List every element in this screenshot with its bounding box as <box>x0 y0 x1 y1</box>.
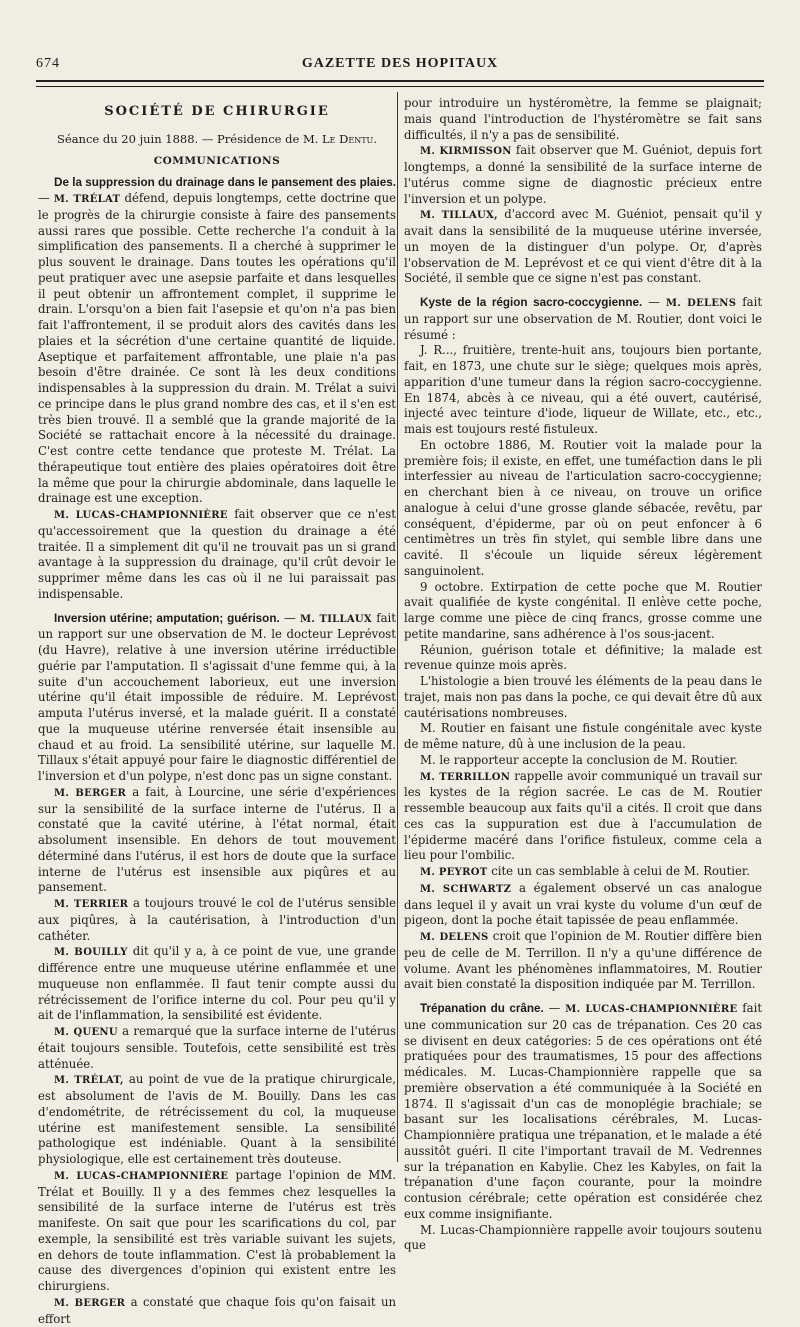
paragraph-text: M. Lucas-Championnière rappelle avoir toujours soutenu que <box>404 1222 762 1253</box>
paragraph <box>404 864 762 881</box>
right-column <box>404 96 763 1253</box>
paragraph <box>404 580 762 643</box>
speaker-name: M. LUCAS-CHAMPIONNIÈRE <box>54 510 228 521</box>
paragraph-text: M. Routier en faisant une fistule congénitale avec kyste de même nature, dû à une inclusion de la peau. <box>404 721 762 751</box>
paragraph-text: En octobre 1886, M. Routier voit la malade pour la première fois; il existe, en effet, une tuméfaction dans le pli interfessier au niveau de l'articulation sacro-coccygienne; en cherchant bien à ce niveau, on trouve un orifice analogue à celui d'une grosse glande sébacée, revêtu, par conséquent, d'épiderme, par où on peut enfoncer à 6 centimètres un très fin stylet, qui semble libre dans une cavité. Il s'écoule un liquide séreux légèrement sanguinolent. <box>404 437 762 578</box>
speaker-name: M. TRÉLAT <box>53 194 121 205</box>
paragraph <box>404 674 762 721</box>
paragraph-text: L'histologie a bien trouvé les éléments de la peau dans le trajet, mais non pas dans la poche, ce qui devait être dû aux cautérisations nombreuses. <box>404 674 762 720</box>
paragraph <box>38 785 396 896</box>
communications-heading: COMMUNICATIONS <box>153 154 281 167</box>
speaker-name: M. QUENU <box>54 1027 118 1038</box>
paragraph <box>38 1168 396 1295</box>
paragraph-text: fait observer que ce n'est qu'accessoirement que la question du drainage a été traitée. Il a simplement dit qu'il ne trouvait pas un si grand avantage à la suppression du drainage, qu'il crût devoir le supprimer même dans les cas où il ne lui paraissait pas indispensable. <box>38 507 396 601</box>
page-number: 674 <box>36 56 60 71</box>
paragraph-text: au point de vue de la pratique chirurgicale, est absolument de l'avis de M. Bouilly. Dans les cas d'endométrite, de rétrécissement du col, la muqueuse utérine est manifestement sensible. La sensibilité pathologique est indéniable. Quant à la sensibilité physiologique, elle est certainement très douteuse. <box>38 1072 396 1166</box>
speaker-name: M. BERGER <box>54 787 127 799</box>
paragraph-text: fait un rapport sur une observation de M. Routier, dont voici le résumé : <box>404 295 763 342</box>
president-name: Le Dentu <box>322 131 374 146</box>
speaker-name: M. TILLAUX, <box>420 210 498 222</box>
speaker-name: M. DELENS <box>665 298 737 309</box>
seance-text: Séance du 20 juin 1888. — Présidence de M. <box>57 131 323 146</box>
paragraph <box>404 438 762 580</box>
paragraph-text: dit qu'il y a, à ce point de vue, une grande différence entre une muqueuse utérine enflammée et une muqueuse non enflammée. Il faut tenir compte aussi du rétrécissement de l'orifice interne du col. Pour peu qu'il y ait de l'inflammation, la sensibilité est évidente. <box>38 944 397 1023</box>
paragraph-text: Réunion, guérison totale et définitive; la malade est revenue quinze mois après. <box>404 642 762 673</box>
paragraph <box>38 1024 396 1072</box>
journal-title: GAZETTE DES HOPITAUX <box>301 56 499 71</box>
paragraph <box>404 343 762 438</box>
paragraph-text: partage l'opinion de MM. Trélat et Bouilly. Il y a des femmes chez lesquelles la sensibilité de la surface interne de l'utérus est très manifeste. On sait que pour les scarifications du col, par exemple, la sensibilité est très variable suivant les sujets, en dehors de toute inflammation. C'est là probablement la cause des divergences d'opinion qui existent entre les chirurgiens. <box>38 1167 397 1293</box>
speaker-name: M. DELENS <box>420 932 489 943</box>
society-heading: SOCIÉTÉ DE CHIRURGIE <box>104 104 330 119</box>
section-drainage: De la suppression du drainage dans le pansement des plaies. — M. TRÉLAT défend, depuis longtemps, cette doctrine que le progrès de la chirurgie consiste à faire des pansements aussi rares que possible. Cette recherche l'a conduit à la simplification des pansements. Il a cherché à supprimer le plus souvent le drainage. Dans toutes les opérations qu'il peut pratiquer avec une asepsie parfaite et dans lesquelles il peut obtenir un affrontement complet, il supprime le drain. L'orsqu'on a bien fait l'asepsie et qu'on n'a pas bien fait l'affrontement, il se produit alors des cavités dans les plaies et la sécrétion d'une certaine quantité de liquide. Aseptique et parfaitement affrontable, une plaie n'a pas besoin d'être drainée. Ce sont là les deux conditions indispensables à la suppression du drain. M. Trélat a suivi ce principe dans le plus grand nombre des cas, et il s'en est très bien trouvé. Il a semblé que la grande majorité de la Société se rattachait encore à la nécessité du drainage. C'est contre cette tendance que proteste M. Trélat. La thérapeutique tout entière des plaies opératoires doit être la même que pour la chirurgie abdominale, dans laquelle le drainage est une exception. <box>38 176 397 506</box>
paragraph <box>404 929 762 993</box>
section-title: Kyste de la région sacro-coccygienne. <box>420 296 643 309</box>
paragraph <box>404 881 762 929</box>
paragraph-text: J. R..., fruitière, trente-huit ans, toujours bien portante, fait, en 1873, une chute sur le siège; quelques mois après, apparition d'une tumeur dans la région sacro-coccygienne. En 1874, abcès à ce niveau, qui a été ouvert, cautérisé, injecté avec teinture d'iode, liqueur de Willate, etc., etc., mais est toujours resté fistuleux. <box>404 343 762 436</box>
speaker-name: M. TERRILLON <box>420 771 511 783</box>
section-title: Inversion utérine; amputation; guérison. <box>54 611 280 625</box>
paragraph <box>38 507 396 603</box>
left-column <box>38 96 397 1326</box>
paragraph <box>404 769 762 865</box>
paragraph <box>404 1223 762 1255</box>
paragraph <box>404 207 762 287</box>
page-header <box>36 56 764 74</box>
paragraph-text: fait un rapport sur une observation de M. le docteur Leprévost (du Havre), relative à une inversion utérine irréductible guérie par l'amputation. Il s'agissait d'une femme qui, à la suite d'un accouchement laborieux, eut une inversion utérine qu'il était impossible de réduire. M. Leprévost amputa l'utérus inversé, et la malade guérit. Il a constaté que la muqueuse utérine renversée était insensible au chaud et au froid. La sensibilité utérine, sur laquelle M. Tillaux s'était appuyé pour faire le diagnostic différentiel de l'inversion et d'un polype, n'est donc pas un signe constant. <box>38 610 396 783</box>
speaker-name: M. TERRIER <box>54 899 129 910</box>
speaker-name: M. TRÉLAT, <box>54 1075 124 1087</box>
paragraph <box>38 944 396 1024</box>
paragraph-text: 9 octobre. Extirpation de cette poche que M. Routier avait qualifiée de kyste congénital. Il enlève cette poche, large comme une pièce de cinq francs, grosse comme une petite mandarine, sans adhérence à l'os sous-jacent. <box>404 579 762 641</box>
paragraph-text: M. le rapporteur accepte la conclusion de M. Routier. <box>420 752 738 767</box>
speaker-name: M. KIRMISSON <box>420 146 512 158</box>
seance-end: . <box>373 131 377 146</box>
paragraph-text: fait une communication sur 20 cas de trépanation. Ces 20 cas se divisent en deux catégories: 5 de ces opérations ont été pratiquées pour des traumatismes, 15 pour des affections médicales. M. Lucas-Championnière rappelle que sa première observation a été communiquée à la Société en 1874. Il s'agissait d'un cas de monoplégie brachiale; se basant sur les localisations cérébrales, M. Lucas-Championnière pratiqua une trépanation, et le malade a été aussitôt guéri. Il cite l'important travail de M. Vedrennes sur la trépanation en Kabylie. Chez les Kabyles, on fait la trépanation d'une façon courante, pour la moindre contusion cérébrale; cette opération est considérée chez eux comme insignifiante. <box>404 1001 763 1221</box>
paragraph-text: fait observer que M. Guéniot, depuis fort longtemps, a donné la sensibilité de la surface interne de l'utérus comme signe de diagnostic précieux entre l'inversion et un polype. <box>404 143 762 206</box>
paragraph <box>404 96 762 143</box>
section-title: De la suppression du drainage dans le pansement des plaies. <box>54 176 396 190</box>
paragraph-text: pour introduire un hystéromètre, la femme se plaignait; mais quand l'introduction de l'hystéromètre se fait sans difficultés, il n'y a pas de sensibilité. <box>404 96 762 142</box>
paragraph-text: rappelle avoir communiqué un travail sur les kystes de la région sacrée. Le cas de M. Routier ressemble beaucoup aux faits qu'il a cités. Il croit que dans ces cas la suppuration est due à l'accumulation de l'épiderme macéré dans l'orifice fistuleux, comme cela a lieu pour l'ombilic. <box>404 768 762 863</box>
paragraph-text: d'accord avec M. Guéniot, pensait qu'il y avait dans la sensibilité de la muqueuse utérine inversée, un moyen de la distinguer d'un polype. Or, d'après l'observation de M. Leprévost et ce qui vient d'être dit à la Société, il semble que ce signe n'est pas constant. <box>404 207 763 286</box>
seance-line <box>38 132 396 148</box>
speaker-name: M. BERGER <box>54 1297 126 1309</box>
paragraph <box>38 1295 396 1327</box>
section-title: Trépanation du crâne. <box>420 1002 544 1015</box>
column-divider <box>397 92 398 1162</box>
section-kyste: Kyste de la région sacro-coccygienne. — M. DELENS fait un rapport sur une observation de M. Routier, dont voici le résumé : <box>404 295 763 342</box>
section-trepanation: Trépanation du crâne. — M. LUCAS-CHAMPIONNIÈRE fait une communication sur 20 cas de trépanation. Ces 20 cas se divisent en deux catégories: 5 de ces opérations ont été pratiquées pour des traumatismes, 15 pour des affections médicales. M. Lucas-Championnière rappelle que sa première observation a été communiquée à la Société en 1874. Il s'agissait d'un cas de monoplégie brachiale; se basant sur les localisations cérébrales, M. Lucas-Championnière pratiqua une trépanation, et le malade a été aussitôt guéri. Il cite l'important travail de M. Vedrennes sur la trépanation en Kabylie. Chez les Kabyles, on fait la trépanation d'une façon courante, pour la moindre contusion cérébrale; cette opération est considérée chez eux comme insignifiante. <box>404 1001 763 1221</box>
speaker-name: M. SCHWARTZ <box>420 883 512 895</box>
paragraph-text: a également observé un cas analogue dans lequel il y avait un vrai kyste du volume d'un œuf de pigeon, dont la poche était tapissée de peau enflammée. <box>404 880 763 928</box>
speaker-name: M. TILLAUX <box>299 613 372 625</box>
header-rule-thin <box>36 86 764 87</box>
paragraph-text: a fait, à Lourcine, une série d'expériences sur la sensibilité de la surface interne de l'utérus. Il a constaté que la cavité utérine, à l'état normal, était absolument insensible. En dehors de tout mouvement déterminé dans l'utérus, il est hors de doute que la surface interne de l'utérus est insensible aux piqûres et au pansement. <box>38 784 397 895</box>
paragraph <box>38 896 396 944</box>
paragraph-text: a toujours trouvé le col de l'utérus sensible aux piqûres, à la cautérisation, à l'introduction d'un cathéter. <box>38 896 397 943</box>
speaker-name: M. LUCAS-CHAMPIONNIÈRE <box>565 1004 738 1015</box>
paragraph <box>404 643 762 675</box>
paragraph-text: cite un cas semblable à celui de M. Routier. <box>491 864 750 878</box>
section-inversion: Inversion utérine; amputation; guérison. — M. TILLAUX fait un rapport sur une observation de M. le docteur Leprévost (du Havre), relative à une inversion utérine irréductible guérie par l'amputation. Il s'agissait d'une femme qui, à la suite d'un accouchement laborieux, eut une inversion utérine qu'il était impossible de réduire. M. Leprévost amputa l'utérus inversé, et la malade guérit. Il a constaté que la muqueuse utérine renversée était insensible au chaud et au froid. La sensibilité utérine, sur laquelle M. Tillaux s'était appuyé pour faire le diagnostic différentiel de l'inversion et d'un polype, n'est donc pas un signe constant. <box>38 610 396 783</box>
paragraph <box>404 721 762 753</box>
paragraph <box>404 143 762 207</box>
paragraph-text: a constaté que chaque fois qu'on faisait un effort <box>38 1294 396 1326</box>
paragraph <box>38 1072 396 1168</box>
speaker-name: M. BOUILLY <box>54 947 128 959</box>
paragraph-text: a remarqué que la surface interne de l'utérus était toujours sensible. Toutefois, cette sensibilité est très atténuée. <box>38 1024 396 1071</box>
paragraph-text: défend, depuis longtemps, cette doctrine que le progrès de la chirurgie consiste à faire des pansements aussi rares que possible. Cette recherche l'a conduit à la simplification des pansements. Il a cherché à supprimer le plus souvent le drainage. Dans toutes les opérations qu'il peut pratiquer avec une asepsie parfaite et dans lesquelles il peut obtenir un affrontement complet, il supprime le drain. L'orsqu'on a bien fait l'asepsie et qu'on n'a pas bien fait l'affrontement, il se produit alors des cavités dans les plaies et la sécrétion d'une certaine quantité de liquide. Aseptique et parfaitement affrontable, une plaie n'a pas besoin d'être drainée. Ce sont là les deux conditions indispensables à la suppression du drain. M. Trélat a suivi ce principe dans le plus grand nombre des cas, et il s'en est très bien trouvé. Il a semblé que la grande majorité de la Société se rattachait encore à la nécessité du drainage. C'est contre cette tendance que proteste M. Trélat. La thérapeutique tout entière des plaies opératoires doit être la même que pour la chirurgie abdominale, dans laquelle le drainage est une exception. <box>38 191 397 506</box>
paragraph-text: croit que l'opinion de M. Routier diffère bien peu de celle de M. Terrillon. Il n'y a qu'une différence de volume. Avant les phénomènes inflammatoires, M. Routier avait bien constaté la disposition indiquée par M. Terrillon. <box>404 929 762 992</box>
speaker-name: M. LUCAS-CHAMPIONNIÈRE <box>54 1170 229 1182</box>
header-rule <box>36 80 764 82</box>
speaker-name: M. PEYROT <box>420 867 488 878</box>
paragraph <box>404 753 762 769</box>
